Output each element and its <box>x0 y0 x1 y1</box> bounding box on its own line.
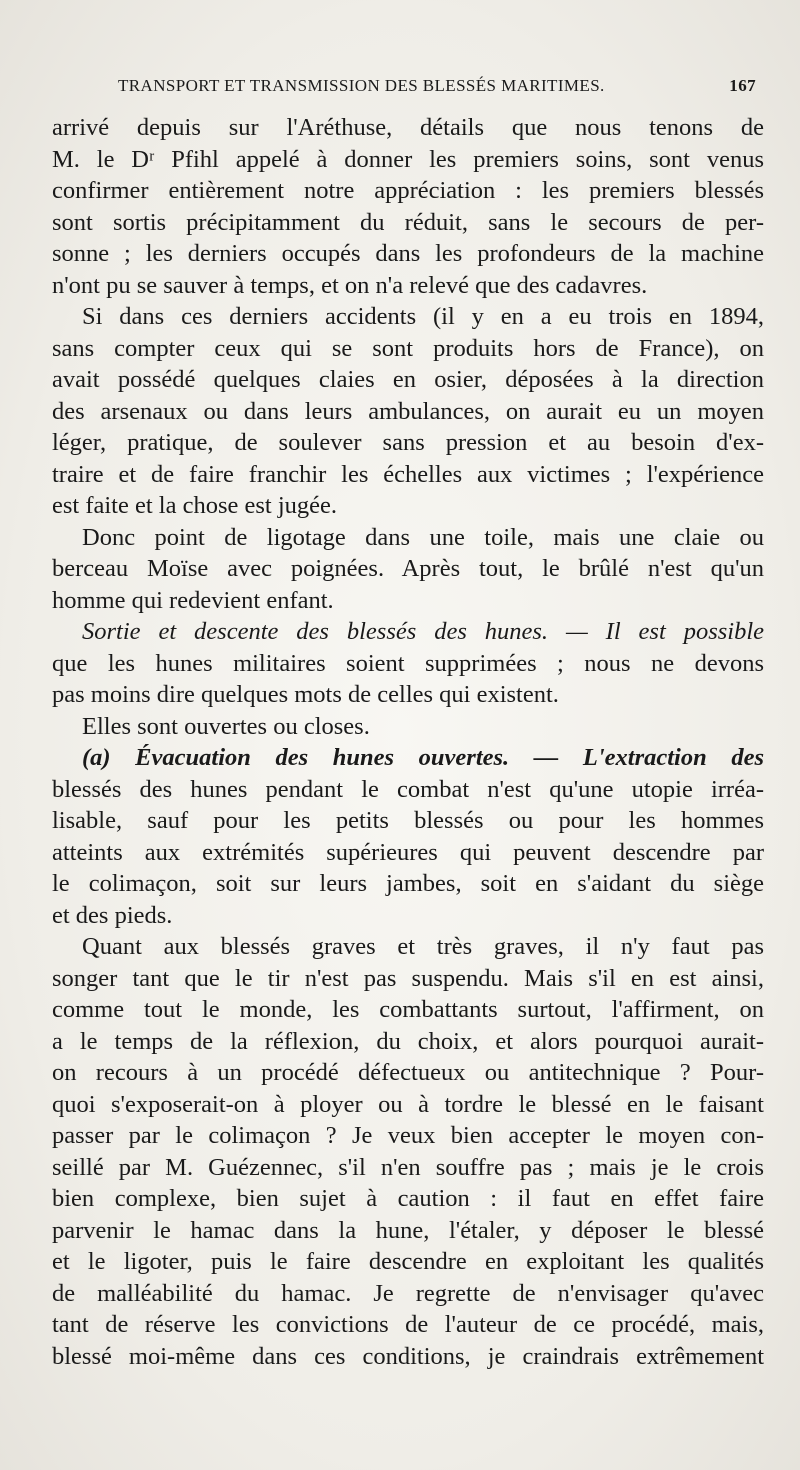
page-header <box>118 72 758 102</box>
text-line: bien complexe, bien sujet à caution : il faut en effet faire <box>52 1185 764 1212</box>
text-line: confirmer entièrement notre appréciation : les premiers blessés <box>52 177 764 204</box>
text-line: sont sortis précipitamment du réduit, sans le secours de per- <box>52 208 764 236</box>
text-line: Si dans ces derniers accidents (il y en a eu trois en 1894, <box>82 303 764 330</box>
body-text <box>52 112 764 1372</box>
text-line: Quant aux blessés graves et très graves, il n'y faut pas <box>82 933 764 960</box>
text-line: le colimaçon, soit sur leurs jambes, soit en s'aidant du siège <box>52 870 764 897</box>
text-line: traire et de faire franchir les échelles aux victimes ; l'expérience <box>52 460 764 488</box>
text-line: Donc point de ligotage dans une toile, mais une claie ou <box>82 523 764 551</box>
text-line: que les hunes militaires soient supprimées ; nous ne devons <box>52 649 764 677</box>
text-line: songer tant que le tir n'est pas suspendu. Mais s'il en est ainsi, <box>52 964 764 992</box>
text-line: M. le Dʳ Pfihl appelé à donner les premiers soins, sont venus <box>52 145 764 173</box>
text-line: léger, pratique, de soulever sans pression et au besoin d'ex- <box>52 429 764 456</box>
text-line: et le ligoter, puis le faire descendre en exploitant les qualités <box>52 1248 764 1275</box>
text-line: homme qui redevient enfant. <box>52 586 334 614</box>
text-line: lisable, sauf pour les petits blessés ou pour les hommes <box>52 807 764 834</box>
text-line: comme tout le monde, les combattants surtout, l'affirment, on <box>52 996 764 1023</box>
text-line: blessé moi-même dans ces conditions, je craindrais extrêmement <box>52 1342 764 1370</box>
text-line: berceau Moïse avec poignées. Après tout, le brûlé n'est qu'un <box>52 555 764 582</box>
text-line: est faite et la chose est jugée. <box>52 492 338 519</box>
running-head: TRANSPORT ET TRANSMISSION DES BLESSÉS MARITIMES. <box>118 76 605 95</box>
text-line: blessés des hunes pendant le combat n'est qu'une utopie irréa- <box>52 775 764 803</box>
text-line: des arsenaux ou dans leurs ambulances, on aurait eu un moyen <box>52 397 764 425</box>
text-line: a le temps de la réflexion, du choix, et alors pourquoi aurait- <box>52 1027 764 1055</box>
text-line: de malléabilité du hamac. Je regrette de n'envisager qu'avec <box>52 1279 764 1307</box>
text-line: pas moins dire quelques mots de celles qui existent. <box>52 681 559 708</box>
text-line: passer par le colimaçon ? Je veux bien accepter le moyen con- <box>52 1122 764 1149</box>
text-line: sans compter ceux qui se sont produits hors de France), on <box>52 334 764 362</box>
subsection-heading-line: (a) Évacuation des hunes ouvertes. — L'extraction des <box>82 744 764 771</box>
text-line: parvenir le hamac dans la hune, l'étaler, y déposer le blessé <box>52 1216 764 1244</box>
text-line: n'ont pu se sauver à temps, et on n'a relevé que des cadavres. <box>52 271 648 299</box>
text-line: avait possédé quelques claies en osier, déposées à la direction <box>52 366 764 393</box>
text-line: Elles sont ouvertes ou closes. <box>82 712 370 740</box>
text-line: sonne ; les derniers occupés dans les profondeurs de la machine <box>52 240 764 267</box>
text-line: tant de réserve les convictions de l'auteur de ce procédé, mais, <box>52 1311 764 1338</box>
text-line: quoi s'exposerait-on à ployer ou à tordre le blessé en le faisant <box>52 1090 764 1118</box>
text-line: seillé par M. Guézennec, s'il n'en souffre pas ; mais je le crois <box>52 1153 764 1181</box>
page-number: 167 <box>729 76 756 95</box>
text-line: atteints aux extrémités supérieures qui peuvent descendre par <box>52 838 764 866</box>
text-line: arrivé depuis sur l'Aréthuse, détails que nous tenons de <box>52 114 764 141</box>
text-line: on recours à un procédé défectueux ou antitechnique ? Pour- <box>52 1059 764 1086</box>
section-heading-line: Sortie et descente des blessés des hunes. — Il est possible <box>82 618 764 645</box>
text-line: et des pieds. <box>52 901 173 929</box>
